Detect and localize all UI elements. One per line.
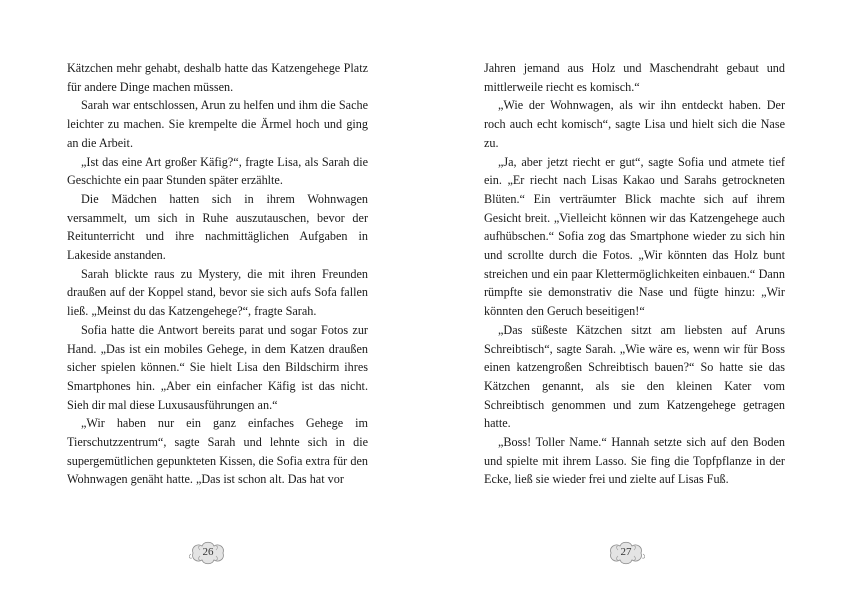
paragraph: „Boss! Toller Name.“ Hannah setzte sich auf den Boden und spielte mit ihrem Lasso. Sie fing die Topfpflanze in der Ecke, ließ sie wieder frei und zielte auf Lisas Fuß. [484, 435, 785, 487]
page-number-right [607, 540, 645, 566]
paragraph: „Das süßeste Kätzchen sitzt am liebsten auf Aruns Schreibtisch“, sagte Sarah. „Wie wäre es, wenn wir für Boss einen katzengroßen Schreibtisch bauen?“ So hatte sie das Kätzchen genannt, als sie den kleinen Kater vom Schreibtisch genommen und zum Katzengehege getragen hatte. [484, 322, 785, 431]
left-page [67, 59, 368, 489]
right-page [484, 59, 785, 489]
page-number-left [189, 540, 227, 566]
paragraph: Kätzchen mehr gehabt, deshalb hatte das Katzengehege Platz für andere Dinge machen müssen. [67, 61, 368, 94]
paragraph: Sarah war entschlossen, Arun zu helfen und ihm die Sache leichter zu machen. Sie krempelte die Ärmel hoch und ging an die Arbeit. [67, 98, 368, 150]
paragraph: Jahren jemand aus Holz und Maschendraht gebaut und mittlerweile riecht es komisch.“ [484, 61, 785, 94]
paragraph: Sofia hatte die Antwort bereits parat und sogar Fotos zur Hand. „Das ist ein mobiles Gehege, in dem Katzen draußen sicher spielen können.“ Sie hielt Lisa den Bildschirm ihres Smartphones hin. „Aber ein einfacher Käfig ist das nicht. Sieh dir mal diese Luxusausführungen an.“ [67, 322, 368, 412]
paragraph: „Wie der Wohnwagen, als wir ihn entdeckt haben. Der roch auch echt komisch“, sagte Lisa und hielt sich die Nase zu. [484, 98, 785, 150]
page-number: 27 [620, 546, 632, 558]
paragraph: „Ist das eine Art großer Käfig?“, fragte Lisa, als Sarah die Geschichte ein paar Stunden später erzählte. [67, 154, 368, 188]
paragraph: „Wir haben nur ein ganz einfaches Gehege im Tierschutzzentrum“, sagte Sarah und lehnte sich in die supergemütlichen gepunkteten Kissen, die Sofia extra für den Wohnwagen genäht hatte. „Das ist schon alt. Das hat vor [67, 416, 368, 487]
paragraph: Sarah blickte raus zu Mystery, die mit ihren Freunden draußen auf der Koppel stand, bevor sie sich aufs Sofa fallen ließ. „Meinst du das Katzengehege?“, fragte Sarah. [67, 266, 368, 319]
paragraph: „Ja, aber jetzt riecht er gut“, sagte Sofia und atmete tief ein. „Er riecht nach Lisas Kakao und Sarahs getrockneten Blüten.“ Ein verträumter Blick machte sich auf ihrem Gesicht breit. „Vielleicht können wir das Katzengehege auch aufhübschen.“ Sofia zog das Smartphone wieder zu sich hin und scrollte durch die Fotos. „Wir könnten das Holz bunt streichen und ein paar Klettermöglichkeiten einbauen.“ Dann rümpfte sie demonstrativ die Nase und fügte hinzu: „Wir könnten den Geruch beseitigen!“ [484, 154, 785, 319]
paragraph: Die Mädchen hatten sich in ihrem Wohnwagen versammelt, um sich in Ruhe auszutauschen, bevor der Reitunterricht und ihre nachmittäglichen Aufgaben in Lakeside anstanden. [67, 191, 368, 263]
page-number: 26 [202, 546, 214, 558]
